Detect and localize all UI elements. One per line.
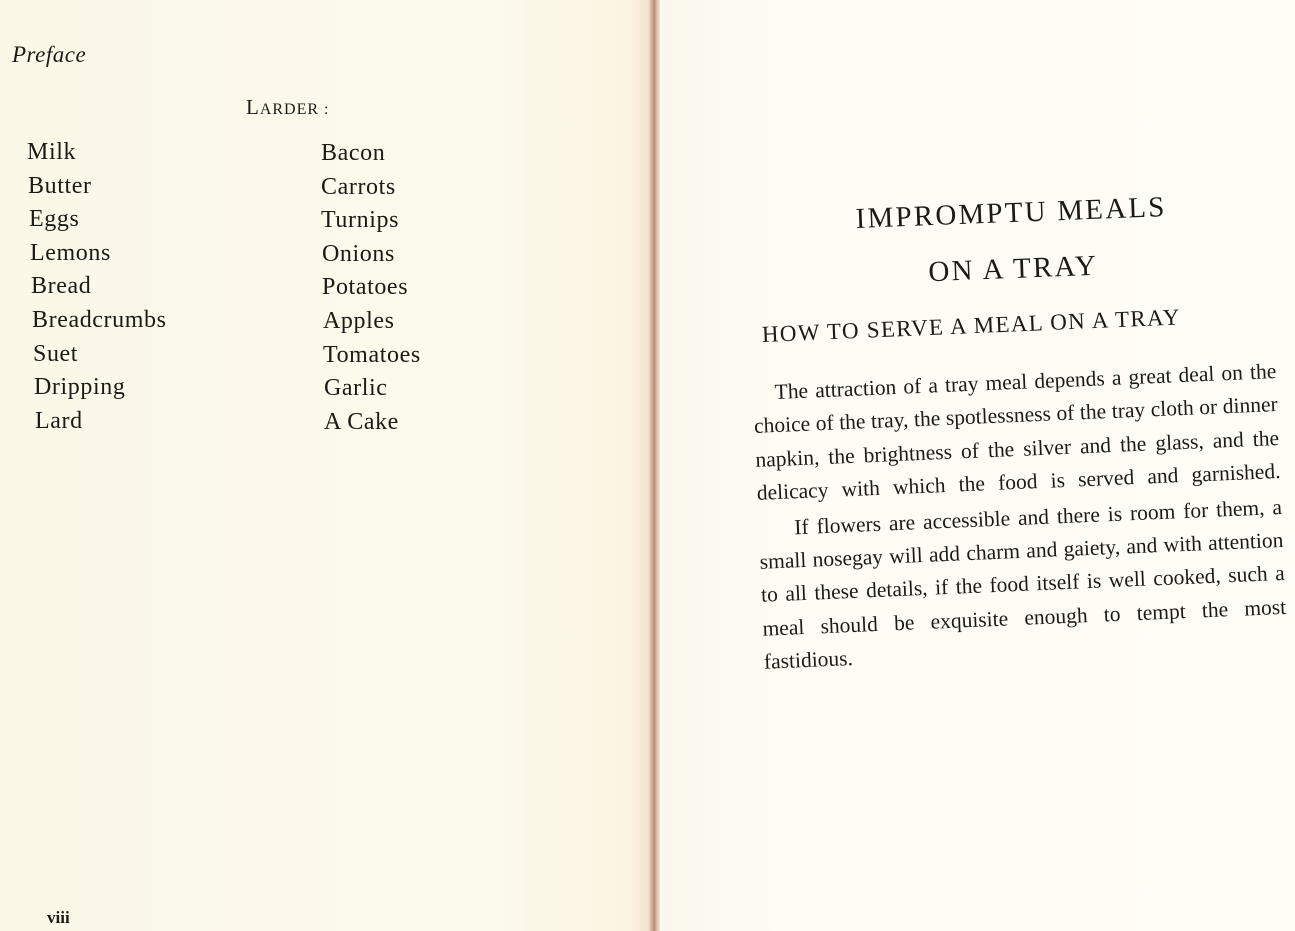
larder-item: Lard xyxy=(35,407,83,434)
larder-item: Eggs xyxy=(29,206,80,233)
running-head: Preface xyxy=(12,42,87,67)
larder-heading-initial: L xyxy=(246,95,260,119)
larder-item: Turnips xyxy=(321,207,400,234)
larder-item: Bacon xyxy=(321,140,386,166)
larder-item: A Cake xyxy=(324,408,399,435)
larder-item: Butter xyxy=(28,172,92,199)
larder-item: Breadcrumbs xyxy=(32,306,167,333)
larder-item: Lemons xyxy=(30,239,111,266)
larder-item: Carrots xyxy=(321,173,396,200)
section-title: HOW TO SERVE A MEAL ON A TRAY xyxy=(761,304,1182,347)
page-number: viii xyxy=(47,908,70,927)
larder-item: Potatoes xyxy=(322,274,409,301)
larder-list-right xyxy=(321,137,421,439)
chapter-title-line-1: IMPROMPTU MEALS xyxy=(855,191,1168,235)
larder-heading xyxy=(246,95,330,120)
chapter-title xyxy=(760,175,1264,306)
chapter-title-line-2: ON A TRAY xyxy=(927,249,1099,289)
larder-item: Milk xyxy=(27,139,77,165)
body-text xyxy=(752,355,1288,679)
larder-heading-rest: ARDER : xyxy=(259,101,330,118)
paragraph: The attraction of a tray meal depends a great deal on the choice of the tray, the spotlessness of the tray cloth or dinner napkin, the brightness of the silver and the glass, and the delicacy with which the food is served and garnished. xyxy=(753,359,1281,506)
larder-item: Apples xyxy=(323,307,395,334)
larder-item: Bread xyxy=(31,273,92,300)
larder-item: Suet xyxy=(33,340,79,367)
larder-item: Tomatoes xyxy=(323,341,421,368)
larder-item: Garlic xyxy=(324,375,388,402)
larder-item: Dripping xyxy=(34,374,126,401)
larder-item: Onions xyxy=(322,240,395,267)
paragraph: If flowers are accessible and there is room for them, a small nosegay will add charm and gaiety, and with attention to all these details, if the food itself is well cooked, such a meal should be exquisite enough to tempt the most fastidious. xyxy=(759,494,1287,674)
larder-list-left xyxy=(27,136,167,438)
